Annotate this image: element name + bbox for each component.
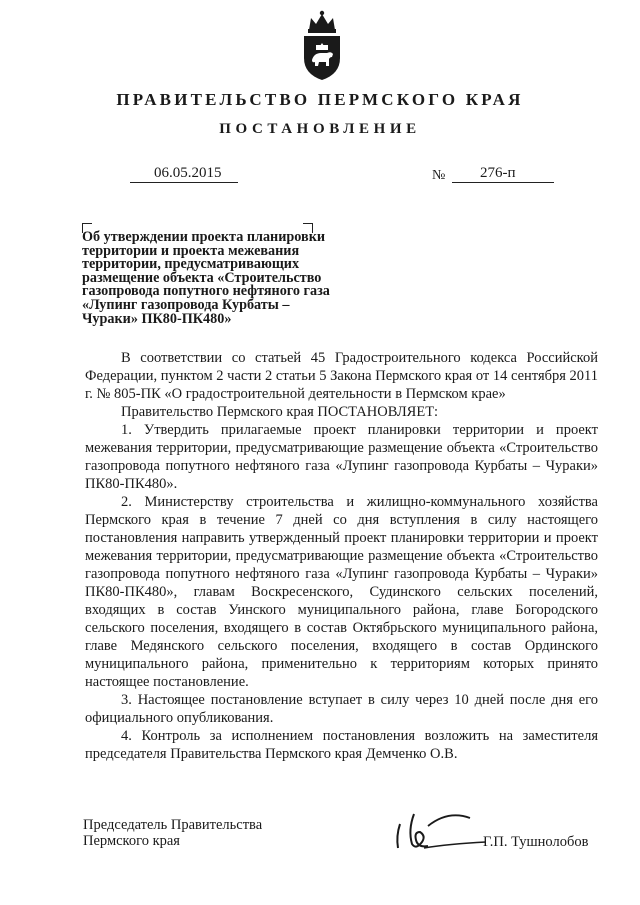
- clause-4-paragraph: 4. Контроль за исполнением постановления возложить на заместителя председателя Правительства Пермского края Демченко О.В.: [85, 728, 598, 762]
- subject-line: «Лупинг газопровода Курбаты –: [82, 296, 290, 313]
- signer-role: [83, 817, 262, 849]
- perm-krai-coat-of-arms-icon: [297, 10, 347, 82]
- number-sign: №: [432, 168, 446, 183]
- subject-line: размещение объекта «Строительство: [82, 269, 322, 286]
- handwritten-signature-icon: [388, 796, 498, 856]
- subject-line: Чураки» ПК80-ПК480»: [82, 310, 232, 327]
- document-date: 06.05.2015: [154, 165, 222, 181]
- signer-role-line: Пермского края: [83, 833, 180, 849]
- document-number-field: [452, 165, 554, 183]
- document-date-field: [130, 165, 238, 183]
- subject-line: Об утверждении проекта планировки: [82, 229, 326, 245]
- document-subject: [82, 231, 352, 326]
- document-body: [85, 349, 598, 763]
- clause-3-paragraph: 3. Настоящее постановление вступает в силу через 10 дней после дня его официального опубликования.: [85, 692, 598, 726]
- clause-2-paragraph: 2. Министерству строительства и жилищно-коммунального хозяйства Пермского края в течение 7 дней со дня вступления в силу настоящего постановления направить утвержденный проект планировки территории и проект межевания территории, предусматривающие размещение объекта «Строительство газопровода попутного нефтяного газа «Лупинг газопровода Курбаты – Чураки» ПК80-ПК480», главам Воскресенского, Судинского сельских поселений, входящих в состав Уинского муниципального района, главе Богородского сельского поселения, входящего в состав Октябрьского муниципального района, главе Медянского сельского поселения, входящего в состав Ординского муниципального района, применительно к территориям которых принято настоящее постановление.: [85, 494, 598, 690]
- subject-line: территории и проекта межевания: [82, 242, 300, 259]
- document-type: ПОСТАНОВЛЕНИЕ: [219, 121, 421, 137]
- clause-1-paragraph: 1. Утвердить прилагаемые проект планировки территории и проект межевания территории, предусматривающие размещение объекта «Строительство газопровода попутного нефтяного газа «Лупинг газопровода Курбаты – Чураки» ПК80-ПК480».: [85, 422, 598, 492]
- subject-line: газопровода попутного нефтяного газа: [82, 283, 330, 300]
- signer-name: Г.П. Тушнолобов: [483, 834, 589, 850]
- subject-line: территории, предусматривающих: [82, 256, 300, 273]
- government-title: ПРАВИТЕЛЬСТВО ПЕРМСКОГО КРАЯ: [116, 90, 524, 109]
- signer-role-line: Председатель Правительства: [83, 817, 263, 833]
- document-number: 276-п: [480, 165, 516, 181]
- resolution-paragraph: Правительство Пермского края ПОСТАНОВЛЯЕТ:: [121, 404, 439, 420]
- preamble-paragraph: В соответствии со статьей 45 Градостроительного кодекса Российской Федерации, пунктом 2 части 2 статьи 5 Закона Пермского края от 14 сентября 2011 г. № 805-ПК «О градостроительной деятельности в Пермском крае»: [85, 350, 598, 402]
